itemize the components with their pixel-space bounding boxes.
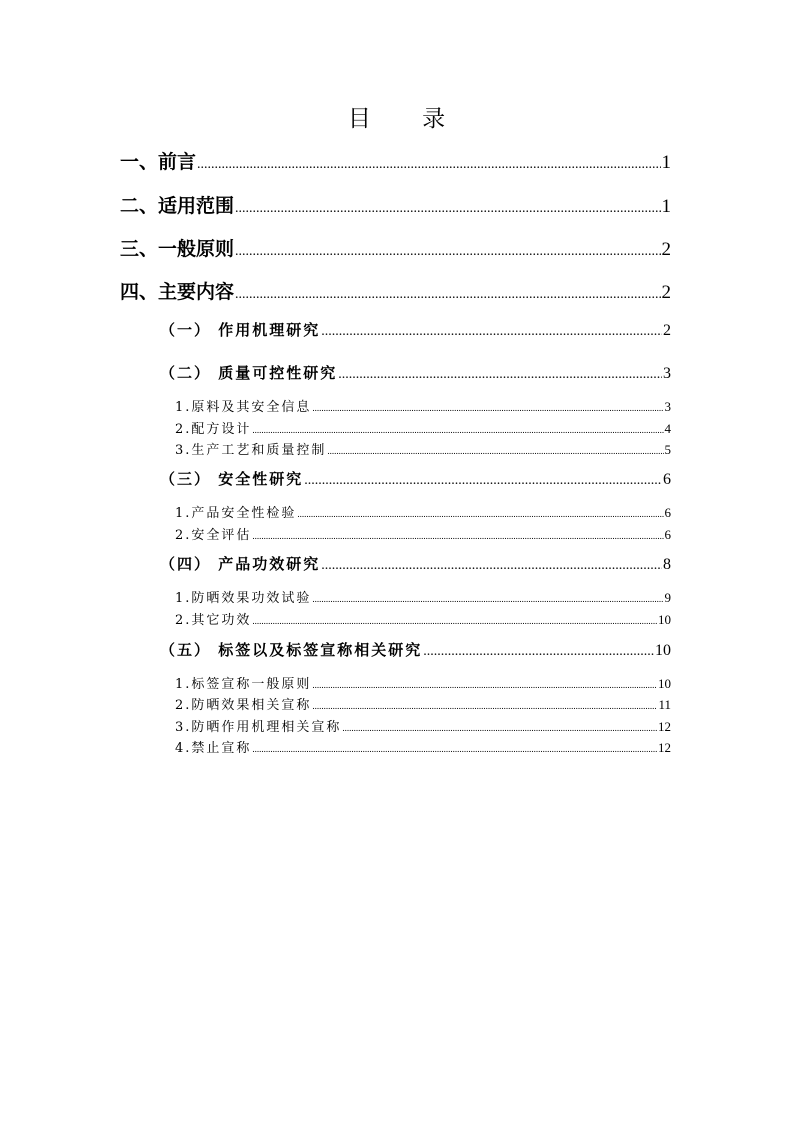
toc-entry-sunscreen-claims[interactable] xyxy=(175,694,671,714)
toc-entry-page: 2 xyxy=(661,282,671,303)
toc-entry-page: 3 xyxy=(664,399,671,414)
toc-entry-sunscreen-test[interactable] xyxy=(175,587,671,607)
toc-entry-mechanism-claims[interactable] xyxy=(175,716,671,736)
toc-entry-general-principles[interactable] xyxy=(120,234,671,264)
toc-entry-label: 三、一般原则 xyxy=(120,238,235,260)
toc-entry-preface[interactable] xyxy=(120,147,671,177)
dot-leader xyxy=(252,531,663,541)
toc-entry-page: 10 xyxy=(658,612,671,627)
dot-leader xyxy=(423,644,654,660)
toc-entry-page: 12 xyxy=(658,740,671,755)
toc-entry-page: 1 xyxy=(661,152,671,173)
toc-entry-label-principles[interactable] xyxy=(175,673,671,693)
toc-entry-quality-study[interactable] xyxy=(160,362,671,388)
toc-entry-label-study[interactable] xyxy=(160,639,671,665)
dot-leader xyxy=(252,616,657,626)
toc-entry-label: 4.禁止宣称 xyxy=(175,741,252,756)
dot-leader xyxy=(338,367,662,383)
dot-leader xyxy=(235,244,660,260)
toc-entry-page: 4 xyxy=(664,421,671,436)
toc-entry-page: 11 xyxy=(658,697,671,712)
toc-entry-page: 6 xyxy=(664,527,671,542)
toc-entry-page: 2 xyxy=(663,322,671,339)
toc-entry-label: 1.标签宣称一般原则 xyxy=(175,677,312,692)
toc-entry-label: 3.防晒作用机理相关宣称 xyxy=(175,720,342,735)
dot-leader xyxy=(327,446,663,456)
toc-entry-raw-materials[interactable] xyxy=(175,396,671,416)
dot-leader xyxy=(235,201,660,217)
toc-entry-main-content[interactable] xyxy=(120,277,671,307)
toc-entry-formula-design[interactable] xyxy=(175,418,671,438)
toc-entry-label: （三） 安全性研究 xyxy=(160,470,304,488)
toc-entry-page: 2 xyxy=(661,239,671,260)
toc-entry-safety-study[interactable] xyxy=(160,468,671,494)
dot-leader xyxy=(321,324,662,340)
toc-entry-page: 3 xyxy=(663,365,671,382)
toc-entry-page: 10 xyxy=(655,642,671,659)
dot-leader xyxy=(312,701,657,711)
toc-entry-label: （一） 作用机理研究 xyxy=(160,321,321,339)
toc-entry-label: 二、适用范围 xyxy=(120,195,235,217)
toc-entry-safety-testing[interactable] xyxy=(175,502,671,522)
toc-entry-page: 8 xyxy=(663,556,671,573)
toc-entry-label: （四） 产品功效研究 xyxy=(160,555,321,573)
toc-entry-label: 四、主要内容 xyxy=(120,281,235,303)
dot-leader xyxy=(321,558,662,574)
toc-entry-label: 1.防晒效果功效试验 xyxy=(175,591,312,606)
toc-entry-page: 6 xyxy=(664,505,671,520)
toc-entry-label: （五） 标签以及标签宣称相关研究 xyxy=(160,641,423,659)
dot-leader xyxy=(197,157,660,173)
toc-entry-page: 5 xyxy=(664,442,671,457)
dot-leader xyxy=(297,509,663,519)
dot-leader xyxy=(312,594,663,604)
toc-entry-production-process[interactable] xyxy=(175,439,671,459)
dot-leader xyxy=(235,287,660,303)
toc-entry-label: 2.防晒效果相关宣称 xyxy=(175,698,312,713)
toc-entry-page: 10 xyxy=(658,676,671,691)
toc-title: 目 录 xyxy=(347,106,468,132)
toc-entry-page: 12 xyxy=(658,719,671,734)
toc-entry-safety-assessment[interactable] xyxy=(175,524,671,544)
toc-entry-efficacy-study[interactable] xyxy=(160,553,671,579)
toc-entry-label: 3.生产工艺和质量控制 xyxy=(175,443,327,458)
toc-entry-label: 1.产品安全性检验 xyxy=(175,506,297,521)
toc-entry-scope[interactable] xyxy=(120,191,671,221)
toc-entry-prohibited-claims[interactable] xyxy=(175,737,671,757)
dot-leader xyxy=(312,403,663,413)
dot-leader xyxy=(304,473,662,489)
toc-entry-label: 1.原料及其安全信息 xyxy=(175,400,312,415)
dot-leader xyxy=(342,723,657,733)
toc-entry-page: 9 xyxy=(664,590,671,605)
dot-leader xyxy=(312,680,657,690)
toc-entry-label: （二） 质量可控性研究 xyxy=(160,364,338,382)
toc-entry-label: 2.安全评估 xyxy=(175,528,252,543)
dot-leader xyxy=(252,744,657,754)
toc-entry-page: 1 xyxy=(661,196,671,217)
toc-entry-mechanism-study[interactable] xyxy=(160,319,671,345)
toc-entry-label: 2.配方设计 xyxy=(175,422,252,437)
toc-entry-other-efficacy[interactable] xyxy=(175,609,671,629)
toc-entry-label: 2.其它功效 xyxy=(175,613,252,628)
toc-entry-label: 一、前言 xyxy=(120,151,197,173)
toc-entry-page: 6 xyxy=(663,471,671,488)
dot-leader xyxy=(252,425,663,435)
